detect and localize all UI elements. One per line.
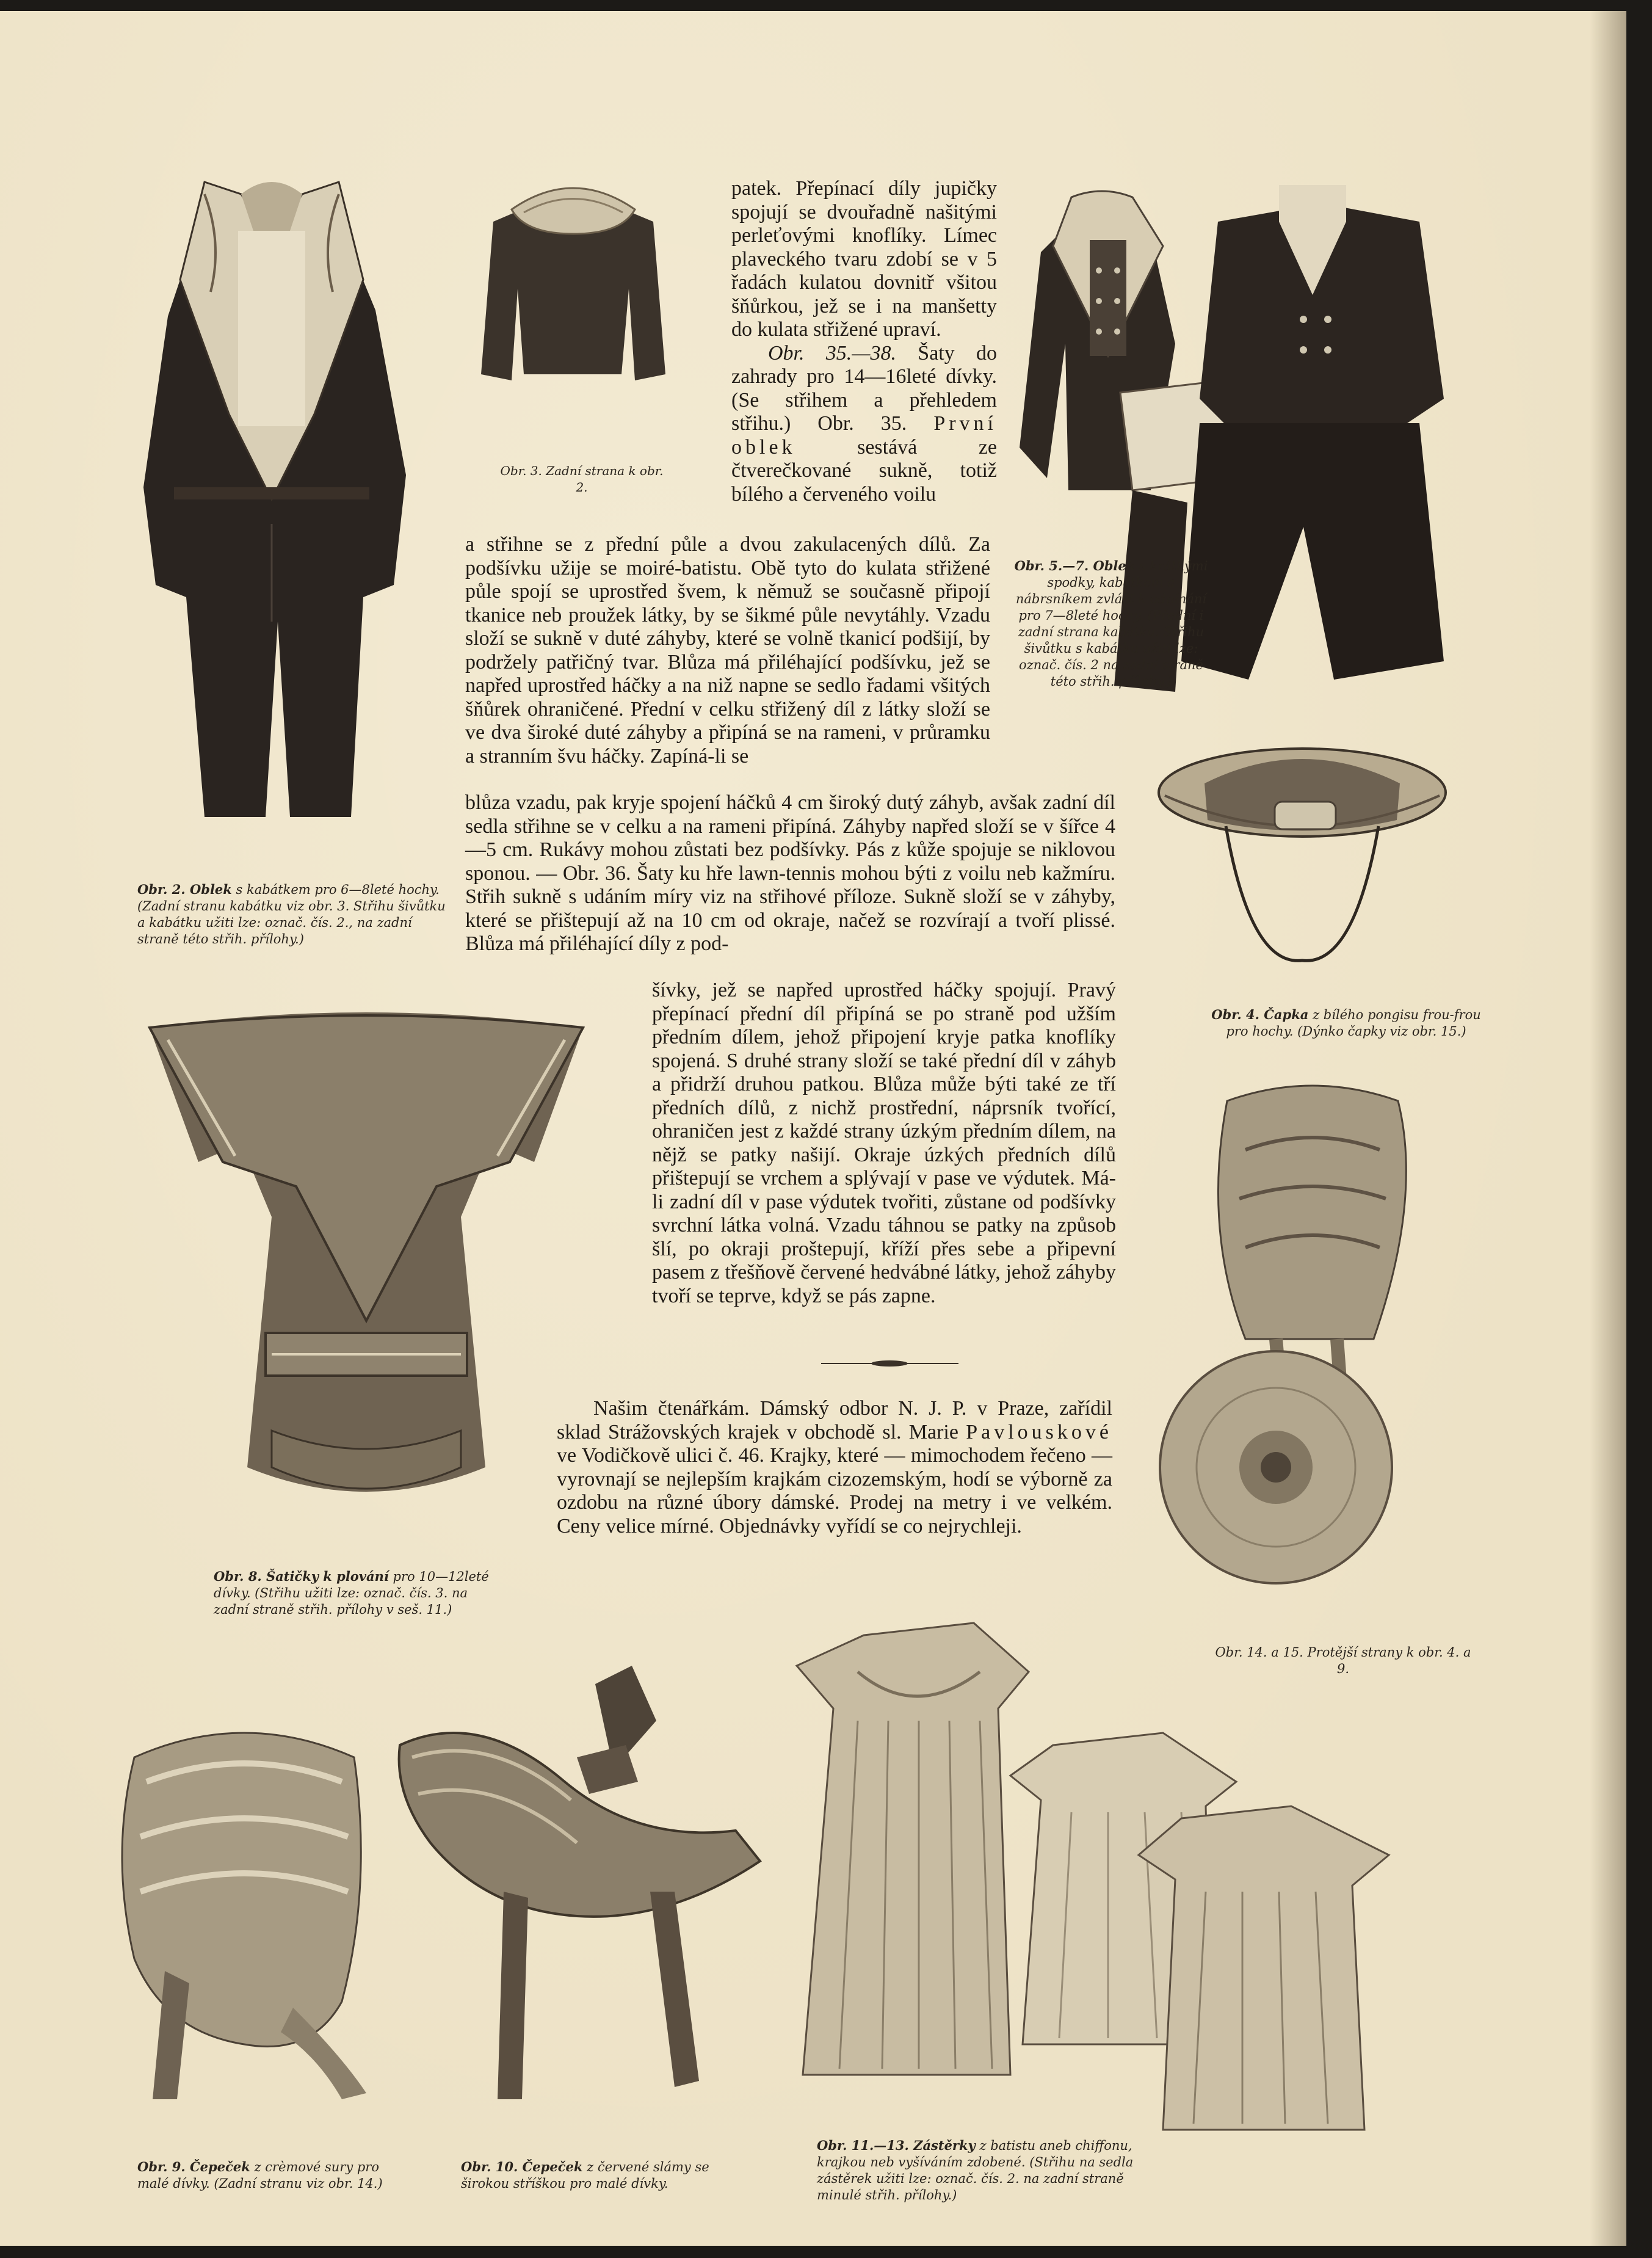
swimsuit-illustration bbox=[143, 1003, 589, 1522]
article-column-wide: a střihne se z přední půle a dvou zakulacených dílů. Za podšívku užije se moiré-batistu. Obě tyto do kulata střižené půle spojí se uprostřed švem, k němuž se současně připojí tkanice neb proužek látky, by se šikmé půle nevytáhly. Vzadu složí se sukně v duté záhyby, které se volně tkanicí podšijí, by podržely patřičný tvar. Blůza má přiléhající podšívku, jež se napřed uprostřed háčky a na niž napne se sedlo řadami všitých šňůrek ohraničené. Přední v celku střižený díl z látky složí se ve dva široké duté záhyby a připíná se na rameni, v průramku a stranním švu háčky. Zapíná-li se bbox=[465, 533, 990, 768]
caption-fig-9: Obr. 9. Čepeček z crèmové sury pro malé dívky. (Zadní stranu viz obr. 14.) bbox=[137, 2159, 383, 2191]
article-column-full: blůza vzadu, pak kryje spojení háčků 4 cm široký dutý záhyb, avšak zadní díl sedla střihne se v celku a na rameni připíná. Záhyby napřed složí se v šířce 4—5 cm. Rukávy mohou zůstati bez podšívky. Pás z kůže spojuje se niklovou sponou. — Obr. 36. Šaty ku hře lawn-tennis mohou býti z voilu neb kažmíru. Střih sukně s udáním míry viz na střihové příloze. Sukně složí se v záhyby, které se přištepují až na 10 cm od okraje, načež se rozvírají a tvoří plissé. Blůza má přiléhající díly z pod- bbox=[465, 791, 1115, 955]
magazine-page bbox=[0, 11, 1626, 2246]
caption-fig-3: Obr. 3. Zadní strana k obr. 2. bbox=[500, 463, 664, 495]
caption-fig-14: Obr. 14. a 15. Protější strany k obr. 4. a 9. bbox=[1215, 1645, 1471, 1676]
lace-bonnet-illustration bbox=[110, 1715, 379, 2105]
bonnets-back-illustration bbox=[1154, 1076, 1471, 1602]
jacket-back-illustration bbox=[475, 167, 672, 405]
article-para-2: Obr. 35.—38. Šaty do zahrady pro 14—16leté dívky. (Se střihem a přehledem střihu.) Obr. 35. První oblek sestává ze čtverečkované sukně, totiž bílého a červeného voilu bbox=[731, 341, 997, 506]
readers-notice: Našim čtenářkám. Dámský odbor N. J. P. v Praze, zařídil sklad Strážovských krajek v obchodě sl. Marie Pavlouskové ve Vodičkově ulici č. 46. Krajky, které — mimochodem řečeno — vyrovnají se nejlepším krajkám cizozemským, hodí se výborně za ozdobu na různé úbory dámské. Prodej na metry i ve velkém. Ceny velice mírné. Objednávky vyřídí se co nejrychleji. bbox=[557, 1397, 1113, 1537]
notice-lead: Našim čtenářkám. bbox=[593, 1397, 750, 1420]
article-column-lower: šívky, jež se napřed uprostřed háčky spojují. Pravý přepínací přední díl připíná se po straně pod užším předním dílem, jehož připojení kryje patka knoflíky spojená. S druhé strany složí se také přední díl v záhyb a přidrží druhou patkou. Blůza může býti také ze tří předních dílů, z nichž prostřední, náprsník tvořící, ohraničen jest z každé strany úzkým předním dílem, na nějž se patky našijí. Okraje úzkých předních dílů přištepují se vrchem a splývají v pase ve výdutek. Má-li zadní díl v pase výdutek tvořiti, zůstane od podšívky svrchní látka volná. Vzadu táhnou se patky na způsob šlí, po okraji proštepují, kříží přes sebe a připevní pasem z třešňově červené hedvábné látky, jehož záhyby tvoří se teprve, když se pás zapne. bbox=[652, 979, 1116, 1307]
pinafores-illustration bbox=[784, 1599, 1444, 2136]
caption-fig-2: Obr. 2. Oblek s kabátkem pro 6—8leté hochy. (Zadní stranu kabátku viz obr. 3. Střihu šivůtku a kabátku užiti lze: označ. čís. 2., na zadní straně této střih. přílohy.) bbox=[137, 882, 446, 946]
ornament-divider bbox=[821, 1357, 958, 1370]
caption-fig-8: Obr. 8. Šatičky k plování pro 10—12leté dívky. (Střihu užiti lze: označ. čís. 3. na zadní straně střih. přílohy v seš. 11.) bbox=[214, 1569, 489, 1617]
boys-suit-illustration bbox=[131, 158, 412, 817]
page-edge-shadow bbox=[1590, 11, 1626, 2246]
caption-fig-10: Obr. 10. Čepeček z červené slámy se širokou stříškou pro malé dívky. bbox=[461, 2159, 709, 2191]
article-para-1: patek. Přepínací díly jupičky spojují se dvouřadně našitými perleťovými knoflíky. Límec plaveckého tvaru zdobí se v 5 řadách kulatou dovnitř všitou šňůrkou, jež se i na manšetty do kulata střižené upraví. bbox=[731, 177, 997, 341]
article-column-narrow bbox=[731, 177, 997, 506]
straw-bonnet-illustration bbox=[394, 1660, 772, 2111]
caption-fig-5: Obr. 5.—7. Oblek s krátkými spodky, kabátkem a nábrsníkem zvlášť k odpínání pro 7—8leté hochy. (Přední i zadní strana kabátku. Střihu šivůtku s kabátku užiti lze: označ. čís. 2 na zadní straně této střih. přílohy.) bbox=[1014, 558, 1208, 689]
caption-fig-11: Obr. 11.—13. Zástěrky z batistu aneb chiffonu, krajkou neb vyšíváním zdobené. (Střihu na sedla zástěrek užiti lze: označ. čís. 2. na zadní straně minulé střih. přílohy.) bbox=[817, 2138, 1134, 2202]
boys-cap-illustration bbox=[1153, 735, 1452, 973]
caption-fig-4: Obr. 4. Čapka z bílého pongisu frou-frou pro hochy. (Dýnko čapky viz obr. 15.) bbox=[1211, 1007, 1481, 1039]
